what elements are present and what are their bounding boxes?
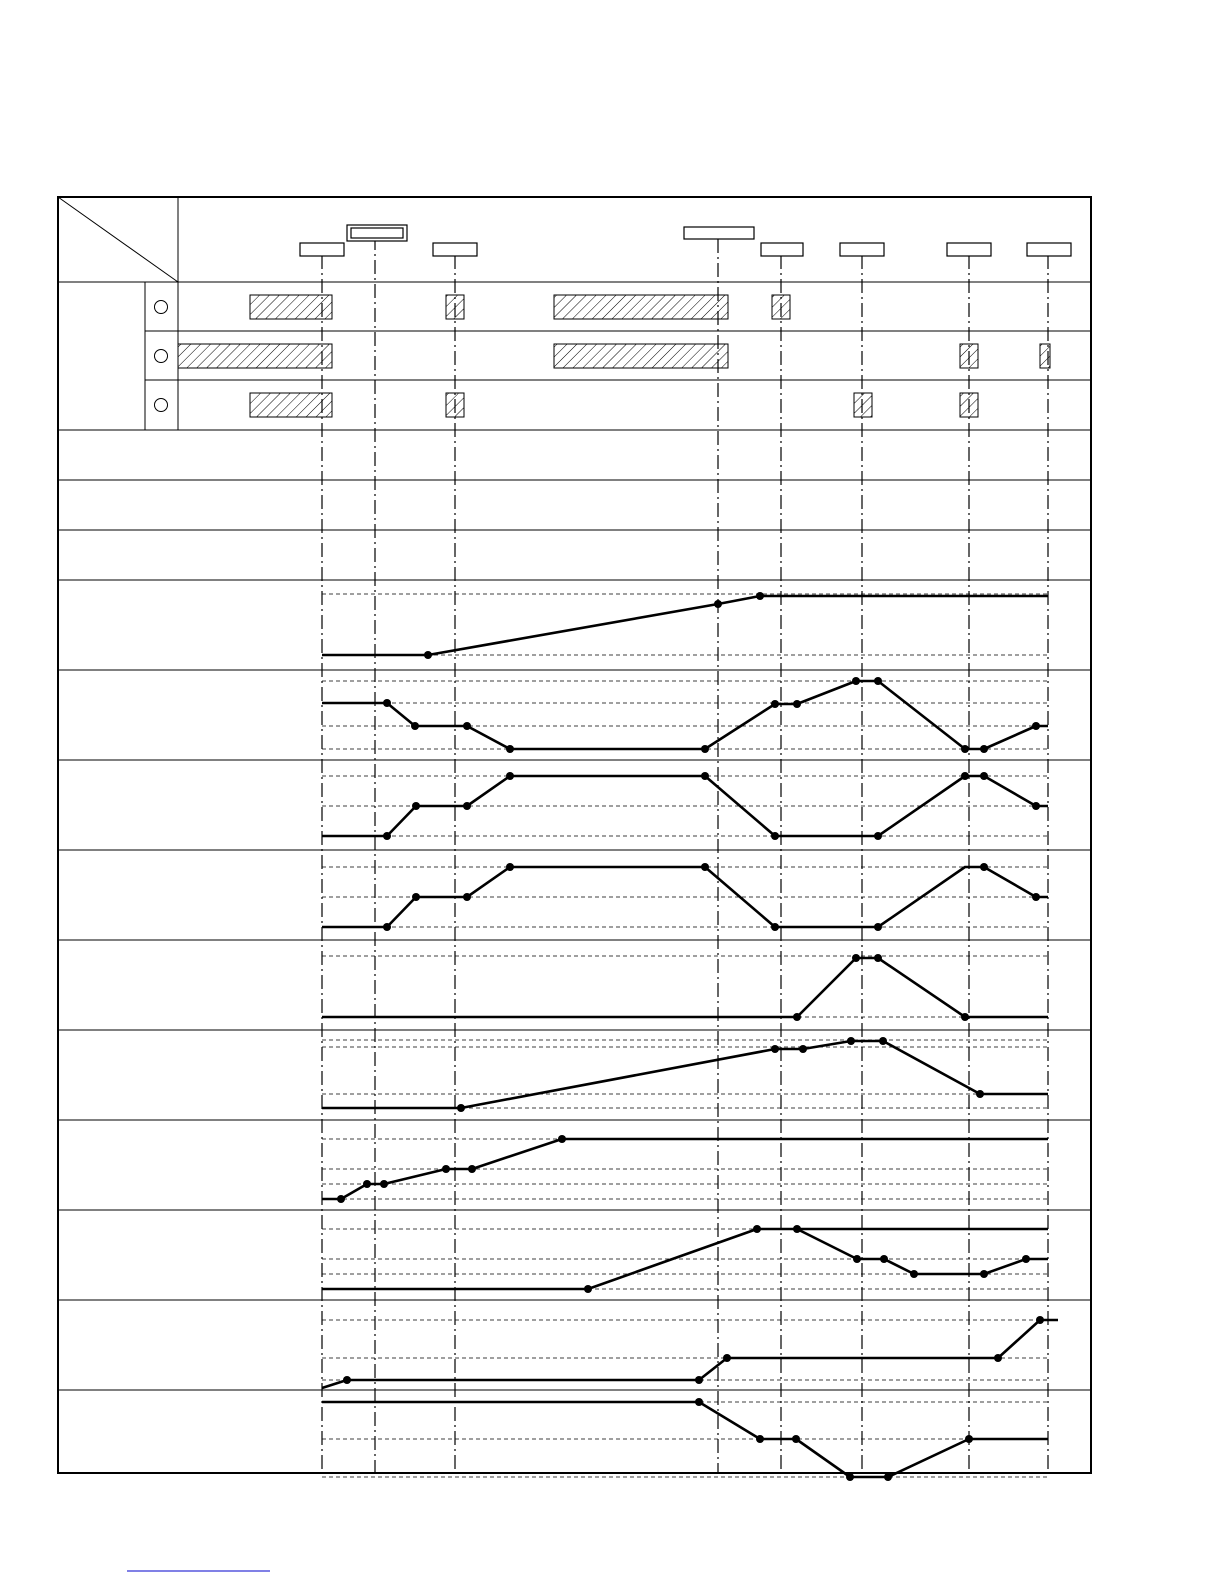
event-box-e6 (840, 243, 884, 256)
signal-6-trace (322, 1037, 1048, 1112)
event-box-e3 (433, 243, 477, 256)
row-a-bar-1 (250, 295, 332, 319)
event-boxes (300, 225, 1071, 256)
event-box-e5 (761, 243, 803, 256)
signal-2-trace (322, 677, 1048, 753)
event-box-e1 (300, 243, 344, 256)
row-a-bar-3 (554, 295, 728, 319)
event-box-e7 (947, 243, 991, 256)
event-box-e4 (684, 227, 754, 239)
row-a-indicator-icon (155, 301, 168, 314)
diagram-frame (58, 197, 1091, 1473)
active-bars (178, 295, 1050, 417)
row-b-indicator-icon (155, 350, 168, 363)
signal-5-trace (322, 954, 1048, 1021)
event-box-e2-inner (351, 228, 403, 238)
header-corner-diagonal (58, 197, 178, 282)
row-b-bar-2 (554, 344, 728, 368)
signal-1-trace (322, 592, 1048, 659)
row-c-bar-1 (250, 393, 332, 417)
row-c-bar-3 (854, 393, 872, 417)
row-c-indicator-icon (155, 399, 168, 412)
event-box-e8 (1027, 243, 1071, 256)
event-lines (322, 236, 1048, 1473)
row-b-bar-1 (178, 344, 332, 368)
signal-9-trace (322, 1316, 1058, 1388)
signal-10-trace (322, 1398, 1048, 1481)
